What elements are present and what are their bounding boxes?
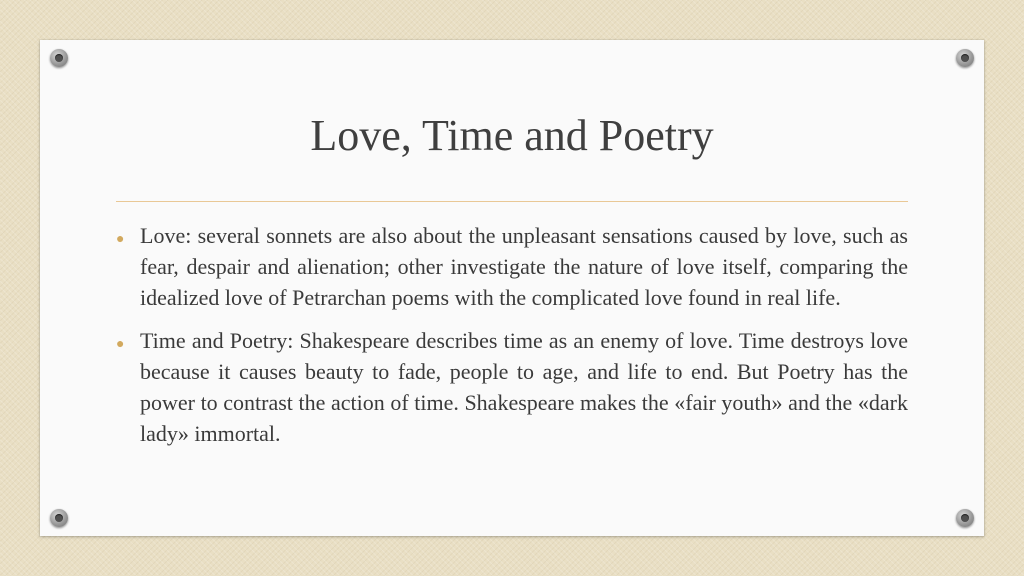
bolt-icon xyxy=(956,509,974,527)
bullet-dot-icon: ● xyxy=(116,232,125,247)
bullet-item-time-and-poetry xyxy=(116,325,908,449)
bullet-list xyxy=(116,220,908,461)
bolt-icon xyxy=(50,49,68,67)
bullet-text: Time and Poetry: Shakespeare describes time as an enemy of love. Time destroys love because it causes beauty to fade, people to age, and life to end. But Poetry has the power to contrast the action of time. Shakespeare makes the «fair youth» and the «dark lady» immortal. xyxy=(140,328,908,446)
title-divider xyxy=(116,201,908,202)
bolt-icon xyxy=(50,509,68,527)
bolt-icon xyxy=(956,49,974,67)
bullet-text: Love: several sonnets are also about the unpleasant sensations caused by love, such as fear, despair and alienation; other investigate the nature of love itself, comparing the idealized love of Petrarchan poems with the complicated love found in real life. xyxy=(140,223,908,310)
bullet-item-love xyxy=(116,220,908,313)
slide-title: Love, Time and Poetry xyxy=(310,111,714,160)
bullet-dot-icon: ● xyxy=(116,337,125,352)
